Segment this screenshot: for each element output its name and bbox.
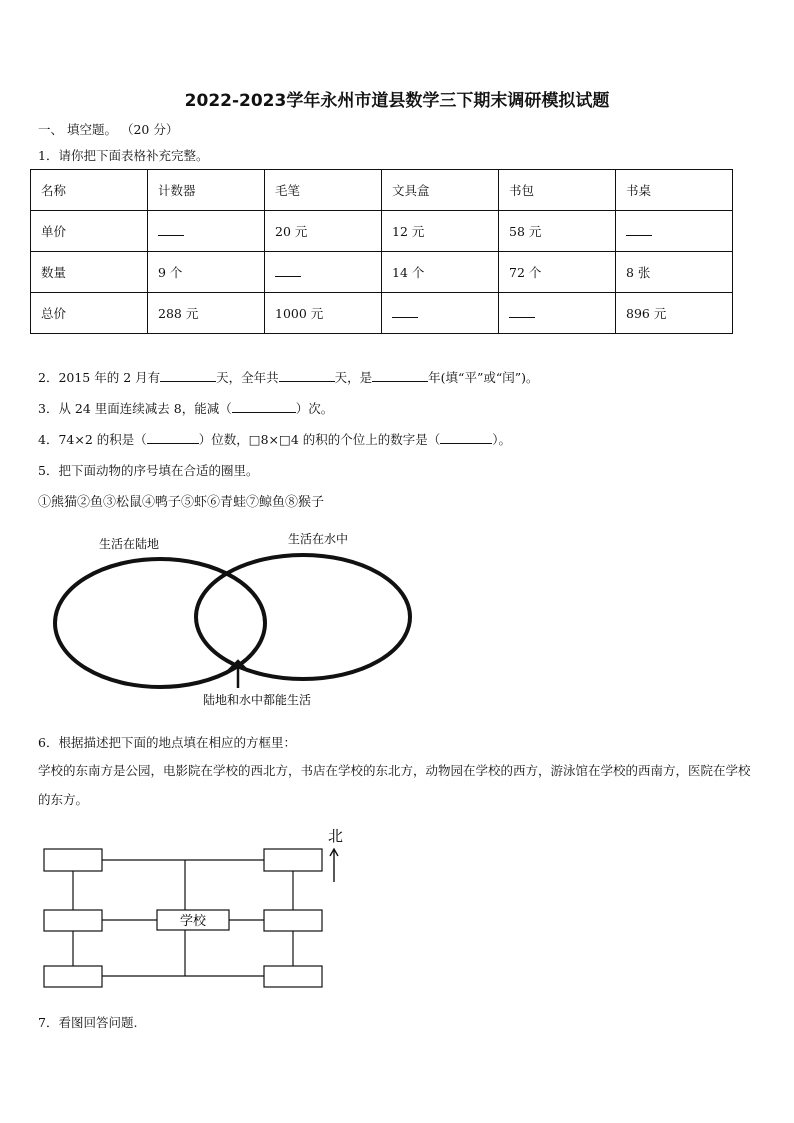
map-school-label: 学校	[179, 914, 207, 929]
table-cell: 72 个	[499, 252, 616, 293]
table-blank[interactable]	[392, 309, 418, 318]
venn-water-circle[interactable]	[196, 555, 410, 679]
map-box-northwest[interactable]	[44, 849, 102, 871]
q1-prompt: 1．请你把下面表格补充完整。	[38, 148, 209, 163]
section-heading: 一、 填空题。 （20 分）	[38, 122, 179, 137]
q6-description: 学校的东南方是公园，电影院在学校的西北方，书店在学校的东北方，动物园在学校的西方，游泳馆在学校的西南方，医院在学校的东方。	[38, 763, 751, 807]
table-row	[31, 170, 733, 211]
map-north-label: 北	[328, 827, 344, 845]
table-cell: 1000 元	[265, 293, 382, 334]
table-cell: 14 个	[382, 252, 499, 293]
q4-blank-2[interactable]	[440, 431, 492, 444]
q5-prompt: 5．把下面动物的序号填在合适的圈里。	[38, 463, 259, 478]
venn-land-circle[interactable]	[55, 559, 265, 687]
table-cell: 58 元	[499, 211, 616, 252]
table-cell: 数量	[31, 252, 148, 293]
map-box-southeast[interactable]	[264, 966, 322, 987]
map-box-east[interactable]	[264, 910, 322, 931]
table-cell: 计数器	[148, 170, 265, 211]
table-row	[31, 211, 733, 252]
table-blank[interactable]	[626, 227, 652, 236]
table-cell: 12 元	[382, 211, 499, 252]
venn-both-label: 陆地和水中都能生活	[203, 693, 312, 707]
table-cell[interactable]	[616, 211, 733, 252]
q4-text-c: ）。	[492, 432, 512, 447]
q4-text-b: ）位数，□8×□4 的积的个位上的数字是（	[198, 432, 441, 447]
table-cell: 文具盒	[382, 170, 499, 211]
q3-text-a: 3．从 24 里面连续减去 8，能减（	[38, 401, 232, 416]
q3-blank[interactable]	[232, 400, 296, 413]
table-cell: 单价	[31, 211, 148, 252]
table-cell[interactable]	[265, 252, 382, 293]
price-table	[30, 169, 733, 334]
table-cell[interactable]	[382, 293, 499, 334]
q2-blank-2[interactable]	[279, 369, 335, 382]
table-cell[interactable]	[148, 211, 265, 252]
q2-text-d: 年(填“平”或“闰”)。	[428, 370, 539, 385]
direction-map	[0, 822, 794, 1002]
venn-right-label: 生活在水中	[288, 532, 349, 546]
q2-text-a: 2．2015 年的 2 月有	[38, 370, 161, 385]
table-cell: 书包	[499, 170, 616, 211]
q2	[38, 368, 539, 386]
table-cell: 毛笔	[265, 170, 382, 211]
table-blank[interactable]	[158, 227, 184, 236]
table-cell: 9 个	[148, 252, 265, 293]
table-cell: 8 张	[616, 252, 733, 293]
map-box-west[interactable]	[44, 910, 102, 931]
table-row	[31, 252, 733, 293]
table-cell: 总价	[31, 293, 148, 334]
table-blank[interactable]	[509, 309, 535, 318]
table-blank[interactable]	[275, 268, 301, 277]
q6-prompt: 6．根据描述把下面的地点填在相应的方框里：	[38, 735, 296, 750]
page-title: 2022-2023学年永州市道县数学三下期末调研模拟试题	[184, 91, 610, 111]
map-box-southwest[interactable]	[44, 966, 102, 987]
q3-text-b: ）次。	[295, 401, 334, 416]
map-box-northeast[interactable]	[264, 849, 322, 871]
q4-blank-1[interactable]	[147, 431, 199, 444]
q4-text-a: 4．74×2 的积是（	[38, 432, 147, 447]
q7-prompt: 7．看图回答问题.	[38, 1015, 138, 1030]
table-cell: 896 元	[616, 293, 733, 334]
table-cell[interactable]	[499, 293, 616, 334]
table-cell: 20 元	[265, 211, 382, 252]
venn-diagram	[0, 525, 794, 715]
q5-animal-list: ①熊猫②鱼③松鼠④鸭子⑤虾⑥青蛙⑦鲸鱼⑧猴子	[38, 495, 325, 510]
q2-text-c: 天，是	[334, 370, 373, 385]
table-cell: 288 元	[148, 293, 265, 334]
table-cell: 名称	[31, 170, 148, 211]
q2-text-b: 天，全年共	[216, 370, 279, 385]
q2-blank-3[interactable]	[372, 369, 428, 382]
q2-blank-1[interactable]	[160, 369, 216, 382]
q3	[38, 399, 333, 417]
venn-left-label: 生活在陆地	[99, 537, 160, 551]
table-row	[31, 293, 733, 334]
table-cell: 书桌	[616, 170, 733, 211]
q4	[38, 430, 511, 448]
